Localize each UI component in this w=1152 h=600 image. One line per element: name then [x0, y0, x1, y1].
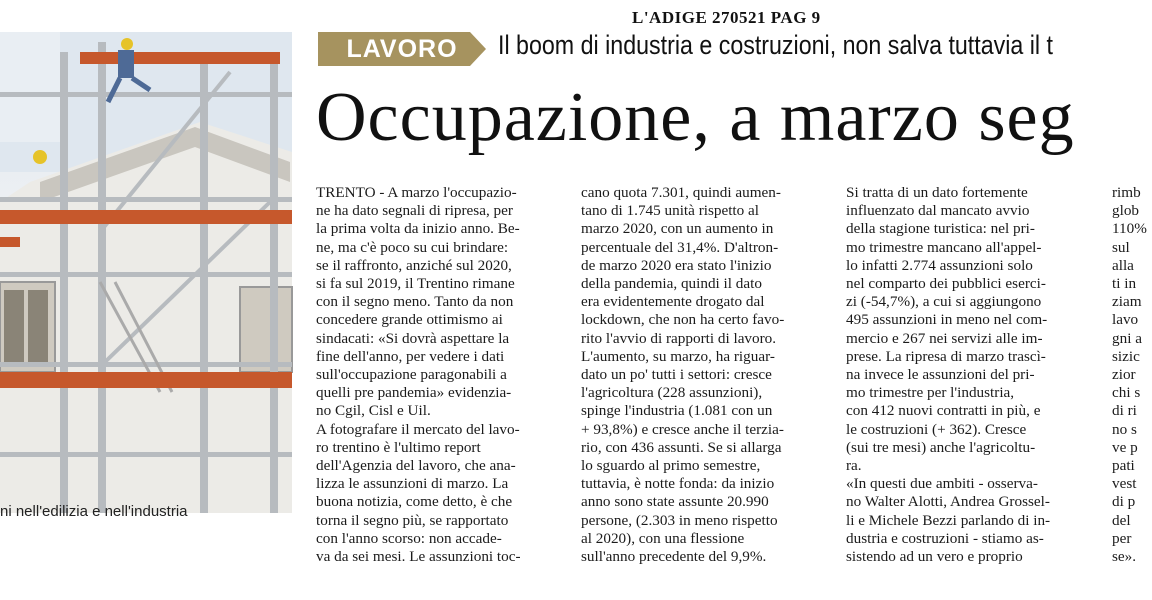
- text-line: «In questi due ambiti - osserva-: [846, 475, 1038, 493]
- section-kicker: [318, 32, 486, 66]
- text-line: mercio e 267 nei servizi alle im-: [846, 329, 1043, 347]
- text-line: mo trimestre mancano all'appel-: [846, 238, 1042, 256]
- text-line: rio, con 436 assunti. Se si allarga: [581, 438, 782, 456]
- text-line: de marzo 2020 era stato l'inizio: [581, 256, 772, 274]
- text-line: ne ha dato segnali di ripresa, per: [316, 202, 513, 220]
- text-line: la prima volta da inizio anno. Be-: [316, 220, 520, 238]
- text-line: se il raffronto, anziché sul 2020,: [316, 256, 512, 274]
- text-line: della stagione turistica: nel pri-: [846, 220, 1035, 238]
- text-line: lizza le assunzioni di marzo. La: [316, 475, 509, 493]
- article-photo-construction-scaffolding: [0, 32, 292, 513]
- text-line: rito l'avvio di rapporti di lavoro.: [581, 329, 777, 347]
- text-line: marzo 2020, con un aumento in: [581, 220, 774, 238]
- text-line: ve p: [1112, 438, 1138, 456]
- text-line: zi (-54,7%), a cui si aggiungono: [846, 293, 1042, 311]
- text-line: dato un po' tutti i settori: cresce: [581, 366, 772, 384]
- text-line: lo infatti 2.774 assunzioni solo: [846, 256, 1033, 274]
- text-line: dell'Agenzia del lavoro, che ana-: [316, 457, 516, 475]
- text-line: sindacati: «Si dovrà aspettare la: [316, 329, 510, 347]
- text-line: lo sguardo al primo semestre,: [581, 457, 761, 475]
- text-line: sull'occupazione paragonabili a: [316, 366, 507, 384]
- text-line: se».: [1112, 548, 1137, 566]
- text-line: sul: [1112, 238, 1130, 256]
- text-line: concedere grande ottimismo ai: [316, 311, 503, 329]
- text-line: l'agricoltura (228 assunzioni),: [581, 384, 763, 402]
- text-line: ziam: [1112, 293, 1142, 311]
- text-line: no s: [1112, 420, 1137, 438]
- scaffolding-illustration: [0, 32, 292, 513]
- text-line: con il segno meno. Tanto da non: [316, 293, 514, 311]
- text-line: con l'anno scorso: non accade-: [316, 529, 502, 547]
- text-line: gni a: [1112, 329, 1142, 347]
- text-line: L'aumento, su marzo, ha riguar-: [581, 347, 775, 365]
- article-column-1: [316, 184, 556, 566]
- kicker-label: LAVORO: [346, 35, 458, 63]
- text-line: na invece le assunzioni del pri-: [846, 366, 1035, 384]
- text-line: + 93,8%) e cresce anche il terzia-: [581, 420, 784, 438]
- text-line: lavo: [1112, 311, 1139, 329]
- text-line: prese. La ripresa di marzo trascì-: [846, 347, 1046, 365]
- text-line: buona notizia, come detto, è che: [316, 493, 513, 511]
- text-line: al 2020), con una flessione: [581, 529, 745, 547]
- text-line: tano di 1.745 unità rispetto al: [581, 202, 760, 220]
- text-line: ra.: [846, 457, 862, 475]
- text-line: percentuale del 31,4%. D'altron-: [581, 238, 779, 256]
- text-line: sistendo ad un vero e proprio: [846, 548, 1023, 566]
- text-line: le costruzioni (+ 362). Cresce: [846, 420, 1027, 438]
- text-line: li e Michele Bezzi parlando di in-: [846, 511, 1051, 529]
- text-line: chi s: [1112, 384, 1141, 402]
- text-line: spinge l'industria (1.081 con un: [581, 402, 773, 420]
- text-line: (sui tre mesi) anche l'agricoltu-: [846, 438, 1036, 456]
- text-line: sull'anno precedente del 9,9%.: [581, 548, 767, 566]
- text-line: tuttavia, è notte fonda: da inizio: [581, 475, 775, 493]
- text-line: alla: [1112, 256, 1134, 274]
- text-line: pati: [1112, 457, 1135, 475]
- text-line: lockdown, che non ha certo favo-: [581, 311, 785, 329]
- text-line: era evidentemente drogato dal: [581, 293, 765, 311]
- text-line: vest: [1112, 475, 1137, 493]
- text-line: Si tratta di un dato fortemente: [846, 184, 1028, 201]
- text-line: di p: [1112, 493, 1136, 511]
- text-line: quelli pre pandemia» evidenzia-: [316, 384, 512, 402]
- text-line: glob: [1112, 202, 1140, 220]
- text-line: no Walter Alotti, Andrea Grossel-: [846, 493, 1050, 511]
- photo-caption: ni nell'edilizia e nell'industria: [0, 503, 188, 520]
- text-line: 495 assunzioni in meno nel com-: [846, 311, 1048, 329]
- article-column-2: [581, 184, 821, 566]
- text-line: per: [1112, 529, 1132, 547]
- text-line: con 412 nuovi contratti in più, e: [846, 402, 1041, 420]
- article-column-3: [846, 184, 1086, 566]
- text-line: torna il segno più, se rapportato: [316, 511, 509, 529]
- text-line: della pandemia, quindi il dato: [581, 275, 762, 293]
- text-line: cano quota 7.301, quindi aumen-: [581, 184, 781, 201]
- text-line: persone, (2.303 in meno rispetto: [581, 511, 778, 529]
- text-line: ro trentino è l'ultimo report: [316, 438, 481, 456]
- text-line: si fa sul 2019, il Trentino rimane: [316, 275, 515, 293]
- text-line: TRENTO - A marzo l'occupazio-: [316, 184, 517, 201]
- text-line: dustria e costruzioni - stiamo as-: [846, 529, 1044, 547]
- text-line: influenzato dal mancato avvio: [846, 202, 1030, 220]
- text-line: ne, ma c'è poco su cui brindare:: [316, 238, 509, 256]
- text-line: fine dell'anno, per vedere i dati: [316, 347, 505, 365]
- article-column-4-cropped: [1112, 184, 1152, 566]
- text-line: rimb: [1112, 184, 1141, 201]
- text-line: del: [1112, 511, 1131, 529]
- text-line: no Cgil, Cisl e Uil.: [316, 402, 431, 420]
- text-line: anno sono state assunte 20.990: [581, 493, 769, 511]
- text-line: 110%: [1112, 220, 1147, 238]
- article-headline: Occupazione, a marzo seg: [316, 79, 1075, 156]
- page-header-reference: L'ADIGE 270521 PAG 9: [632, 8, 821, 27]
- text-line: zior: [1112, 366, 1136, 384]
- text-line: ti in: [1112, 275, 1137, 293]
- article-subheadline: Il boom di industria e costruzioni, non salva tuttavia il t: [498, 30, 1053, 60]
- text-line: di ri: [1112, 402, 1137, 420]
- text-line: A fotografare il mercato del lavo-: [316, 420, 520, 438]
- text-line: va da sei mesi. Le assunzioni toc-: [316, 548, 521, 566]
- text-line: mo trimestre per l'industria,: [846, 384, 1015, 402]
- text-line: sizic: [1112, 347, 1140, 365]
- text-line: nel comparto dei pubblici eserci-: [846, 275, 1046, 293]
